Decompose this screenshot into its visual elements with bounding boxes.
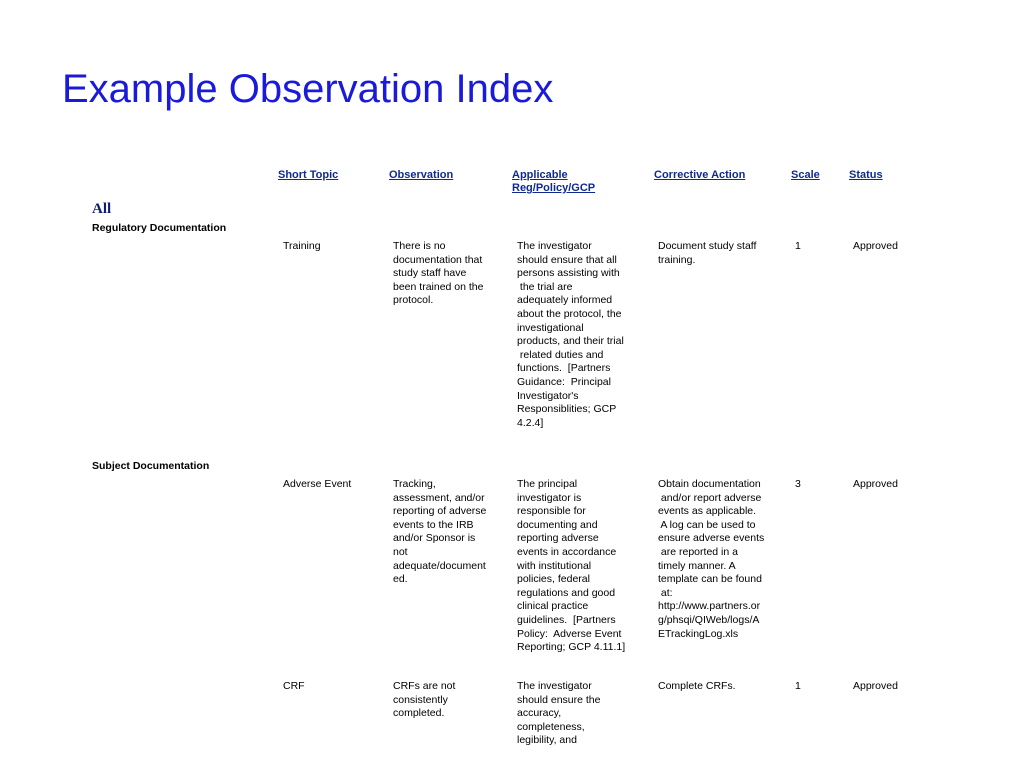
cell-applicable: The investigator should ensure that all persons assisting with the trial are adequately informed about the protocol, the investigational products, and their trial related duties and functions. [Partners Guidance: Principal Investigator's Responsiblities; GCP 4.2.4] [517,240,624,429]
cell-short-topic: CRF [283,680,305,692]
group-label: All [92,201,112,217]
header-status: Status [849,169,883,181]
header-observation: Observation [389,169,454,181]
cell-status: Approved [853,680,898,692]
section-regulatory-documentation: Regulatory Documentation [92,222,227,234]
cell-status: Approved [853,478,898,490]
cell-corrective-action: Complete CRFs. [658,680,736,692]
cell-applicable: The investigator should ensure the accuracy, completeness, legibility, and [517,680,601,747]
cell-scale: 1 [795,240,801,252]
cell-observation: CRFs are not consistently completed. [393,680,456,720]
cell-corrective-action: Document study staff training. [658,240,757,266]
cell-observation: There is no documentation that study staff have been trained on the protocol. [393,240,484,307]
cell-scale: 3 [795,478,801,490]
header-corrective-action: Corrective Action [654,169,746,181]
section-subject-documentation: Subject Documentation [92,460,210,472]
cell-status: Approved [853,240,898,252]
cell-corrective-action: Obtain documentation and/or report adverse events as applicable. A log can be used to ensure adverse events are reported in a timely manner. A template can be found at: http://www.partners.or g/phsqi/QIWeb/logs/A ETrackingLog.xls [658,478,765,640]
cell-observation: Tracking, assessment, and/or reporting of adverse events to the IRB and/or Sponsor is not adequate/document ed. [393,478,487,586]
cell-scale: 1 [795,680,801,692]
cell-short-topic: Adverse Event [283,478,352,490]
header-applicable: Applicable Reg/Policy/GCP [512,169,596,194]
header-short-topic: Short Topic [278,169,339,181]
cell-short-topic: Training [283,240,321,252]
cell-applicable: The principal investigator is responsible for documenting and reporting adverse events in accordance with institutional policies, federal regulations and good clinical practice guidelines. [Partners Policy: Adverse Event Reporting; GCP 4.11.1] [517,478,626,654]
header-scale: Scale [791,169,820,181]
slide-title: Example Observation Index [62,67,554,111]
